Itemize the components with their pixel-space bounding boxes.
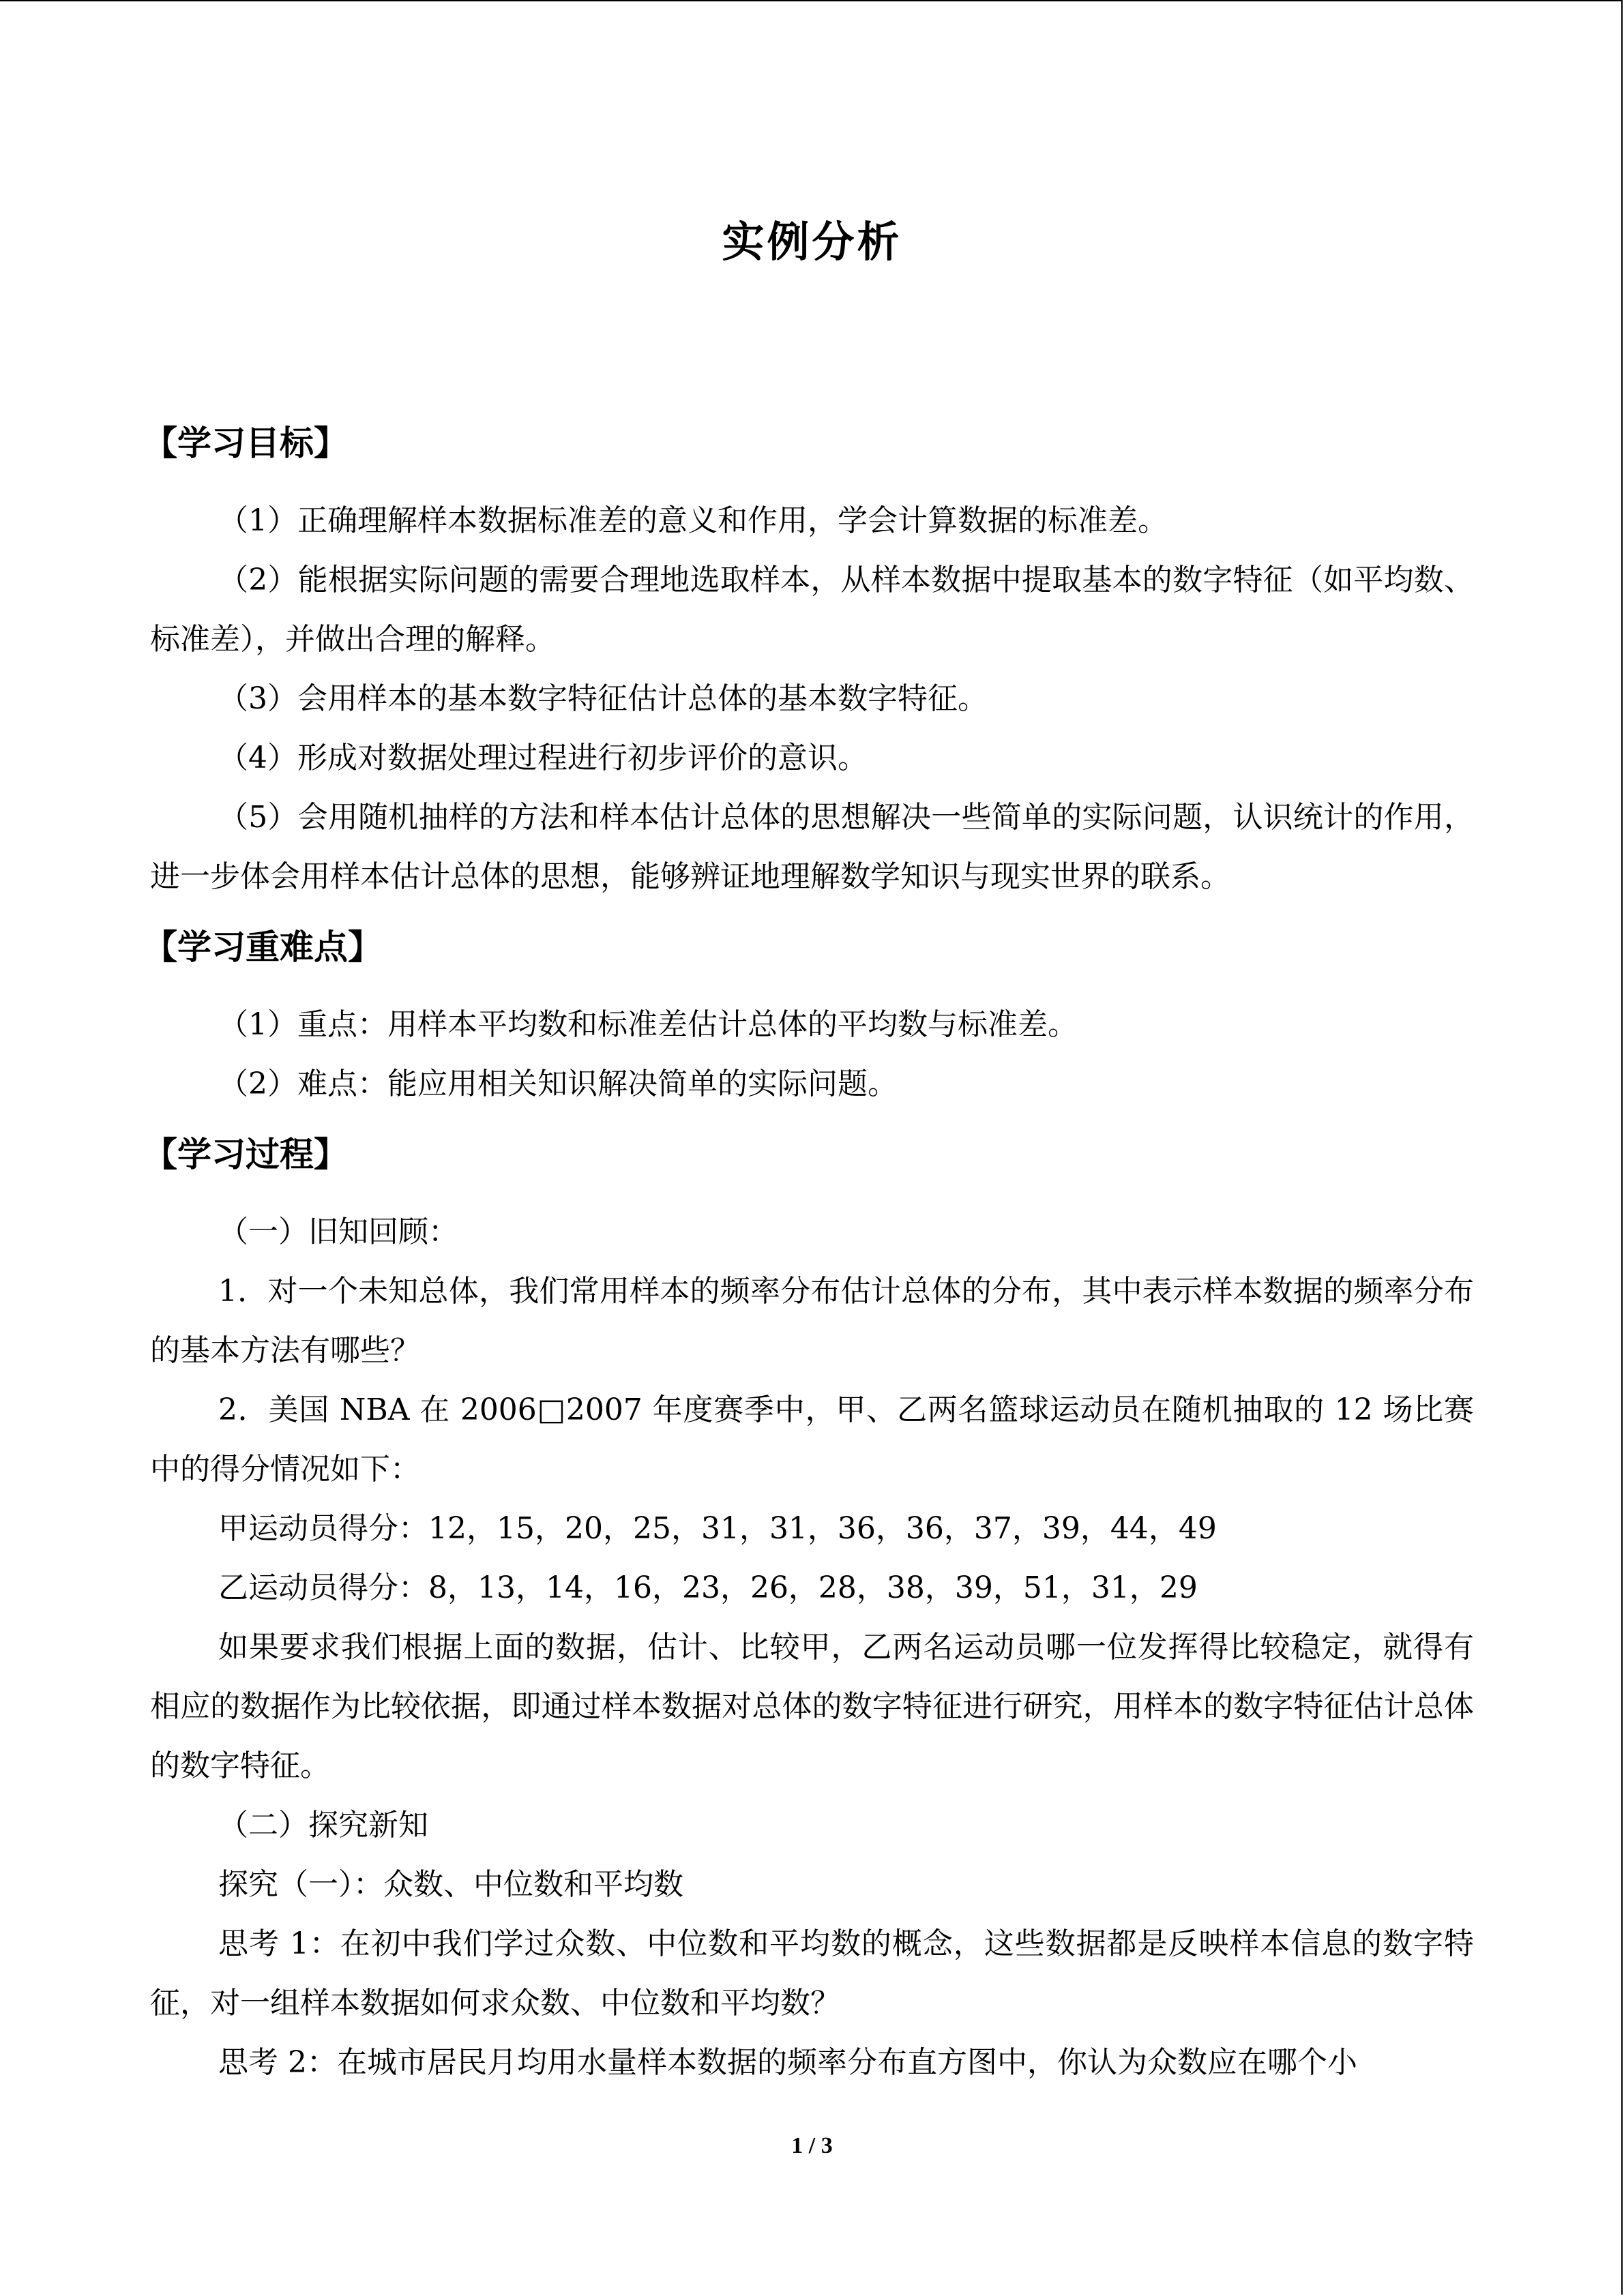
- process-subheading-review: （一）旧知回顾：: [218, 1214, 458, 1249]
- process-question-1: 1．对一个未知总体，我们常用样本的频率分布估计总体的分布，其中表示样本数据的频率分布的基本方法有哪些？: [150, 1274, 1474, 1368]
- section-heading-goals: 【学习目标】: [143, 423, 348, 463]
- explore-topic-1: 探究（一）：众数、中位数和平均数: [218, 1867, 683, 1902]
- think-question-2: 思考 2：在城市居民月均用水量样本数据的频率分布直方图中，你认为众数应在哪个小: [218, 2045, 1357, 2080]
- section-learning-goals: [143, 416, 1474, 906]
- process-question-2: 2．美国 NBA 在 2006□2007 年度赛季中，甲、乙两名篮球运动员在随机抽取的 12 场比赛中的得分情况如下：: [150, 1392, 1474, 1487]
- section-heading-key-points: 【学习重难点】: [143, 927, 382, 967]
- goal-item-3: （3）会用样本的基本数字特征估计总体的基本数字特征。: [218, 681, 988, 716]
- process-subheading-explore: （二）探究新知: [218, 1808, 428, 1843]
- player-a-scores: 甲运动员得分：12，15，20，25，31，31，36，36，37，39，44，49: [218, 1511, 1217, 1546]
- goal-item-4: （4）形成对数据处理过程进行初步评价的意识。: [218, 741, 868, 775]
- process-explanation: 如果要求我们根据上面的数据，估计、比较甲，乙两名运动员哪一位发挥得比较稳定，就得有相应的数据作为比较依据，即通过样本数据对总体的数字特征进行研究，用样本的数字特征估计总体的数字特征。: [150, 1630, 1474, 1783]
- goal-item-5: （5）会用随机抽样的方法和样本估计总体的思想解决一些简单的实际问题，认识统计的作用，进一步体会用样本估计总体的思想，能够辨证地理解数学知识与现实世界的联系。: [150, 800, 1474, 894]
- key-point-item-1: （1）重点：用样本平均数和标准差估计总体的平均数与标准差。: [218, 1007, 1078, 1042]
- page-number: 1 / 3: [791, 2133, 833, 2158]
- player-b-scores: 乙运动员得分：8，13，14，16，23，26，28，38，39，51，31，29: [218, 1570, 1198, 1605]
- document-title: 实例分析: [722, 217, 902, 267]
- goal-item-1: （1）正确理解样本数据标准差的意义和作用，学会计算数据的标准差。: [218, 503, 1168, 538]
- goal-item-2: （2）能根据实际问题的需要合理地选取样本，从样本数据中提取基本的数字特征（如平均数、标准差），并做出合理的解释。: [150, 563, 1474, 657]
- section-key-points: [143, 920, 1474, 1114]
- think-question-1: 思考 1：在初中我们学过众数、中位数和平均数的概念，这些数据都是反映样本信息的数字特征，对一组样本数据如何求众数、中位数和平均数？: [150, 1926, 1474, 2021]
- document-page: [143, 205, 1474, 2092]
- section-heading-process: 【学习过程】: [143, 1135, 348, 1174]
- section-learning-process: [143, 1127, 1474, 2092]
- key-point-item-2: （2）难点：能应用相关知识解决简单的实际问题。: [218, 1067, 898, 1101]
